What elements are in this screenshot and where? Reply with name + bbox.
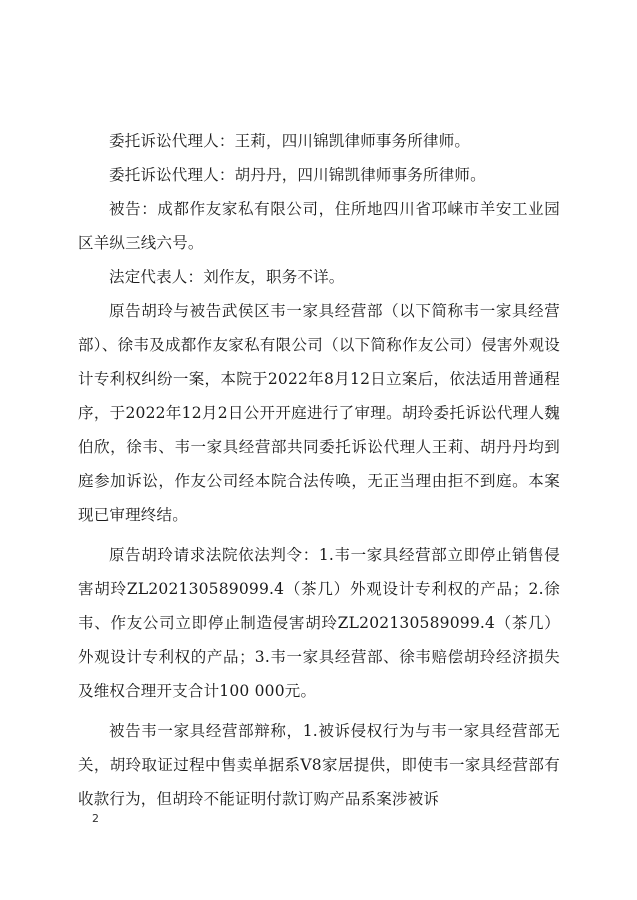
paragraph-defendant-defense: 被告韦一家具经营部辩称，1.被诉侵权行为与韦一家具经营部无关，胡玲取证过程中售卖单据系V8家居提供，即使韦一家具经营部有收款行为，但胡玲不能证明付款订购产品系案涉被诉 <box>78 722 560 808</box>
paragraph-plaintiff-claims: 原告胡玲请求法院依法判令：1.韦一家具经营部立即停止销售侵害胡玲ZL202130589099.4（茶几）外观设计专利权的产品；2.徐韦、作友公司立即停止制造侵害胡玲ZL202130589099.4（茶几）外观设计专利权的产品；3.韦一家具经营部、徐韦赔偿胡玲经济损失及维权合理开支合计100 000元。 <box>78 546 560 700</box>
paragraph-defendant-zuoyou: 被告：成都作友家私有限公司，住所地四川省邛崃市羊安工业园区羊纵三线六号。 <box>78 200 560 252</box>
paragraph-agent-hu-dandan: 委托诉讼代理人：胡丹丹，四川锦凯律师事务所律师。 <box>109 166 486 184</box>
paragraph-case-background: 原告胡玲与被告武侯区韦一家具经营部（以下简称韦一家具经营部）、徐韦及成都作友家私有限公司（以下简称作友公司）侵害外观设计专利权纠纷一案，本院于2022年8月12日立案后，依法适用普通程序，于2022年12月2日公开开庭进行了审理。胡玲委托诉讼代理人魏伯欣，徐韦、韦一家具经营部共同委托诉讼代理人王莉、胡丹丹均到庭参加诉讼，作友公司经本院合法传唤，无正当理由拒不到庭。本案现已审理终结。 <box>78 302 560 524</box>
paragraph-agent-wang-li: 委托诉讼代理人：王莉，四川锦凯律师事务所律师。 <box>109 132 471 150</box>
paragraph-legal-representative: 法定代表人：刘作友，职务不详。 <box>109 268 345 286</box>
page-number: 2 <box>92 812 99 825</box>
document-body <box>78 124 560 816</box>
